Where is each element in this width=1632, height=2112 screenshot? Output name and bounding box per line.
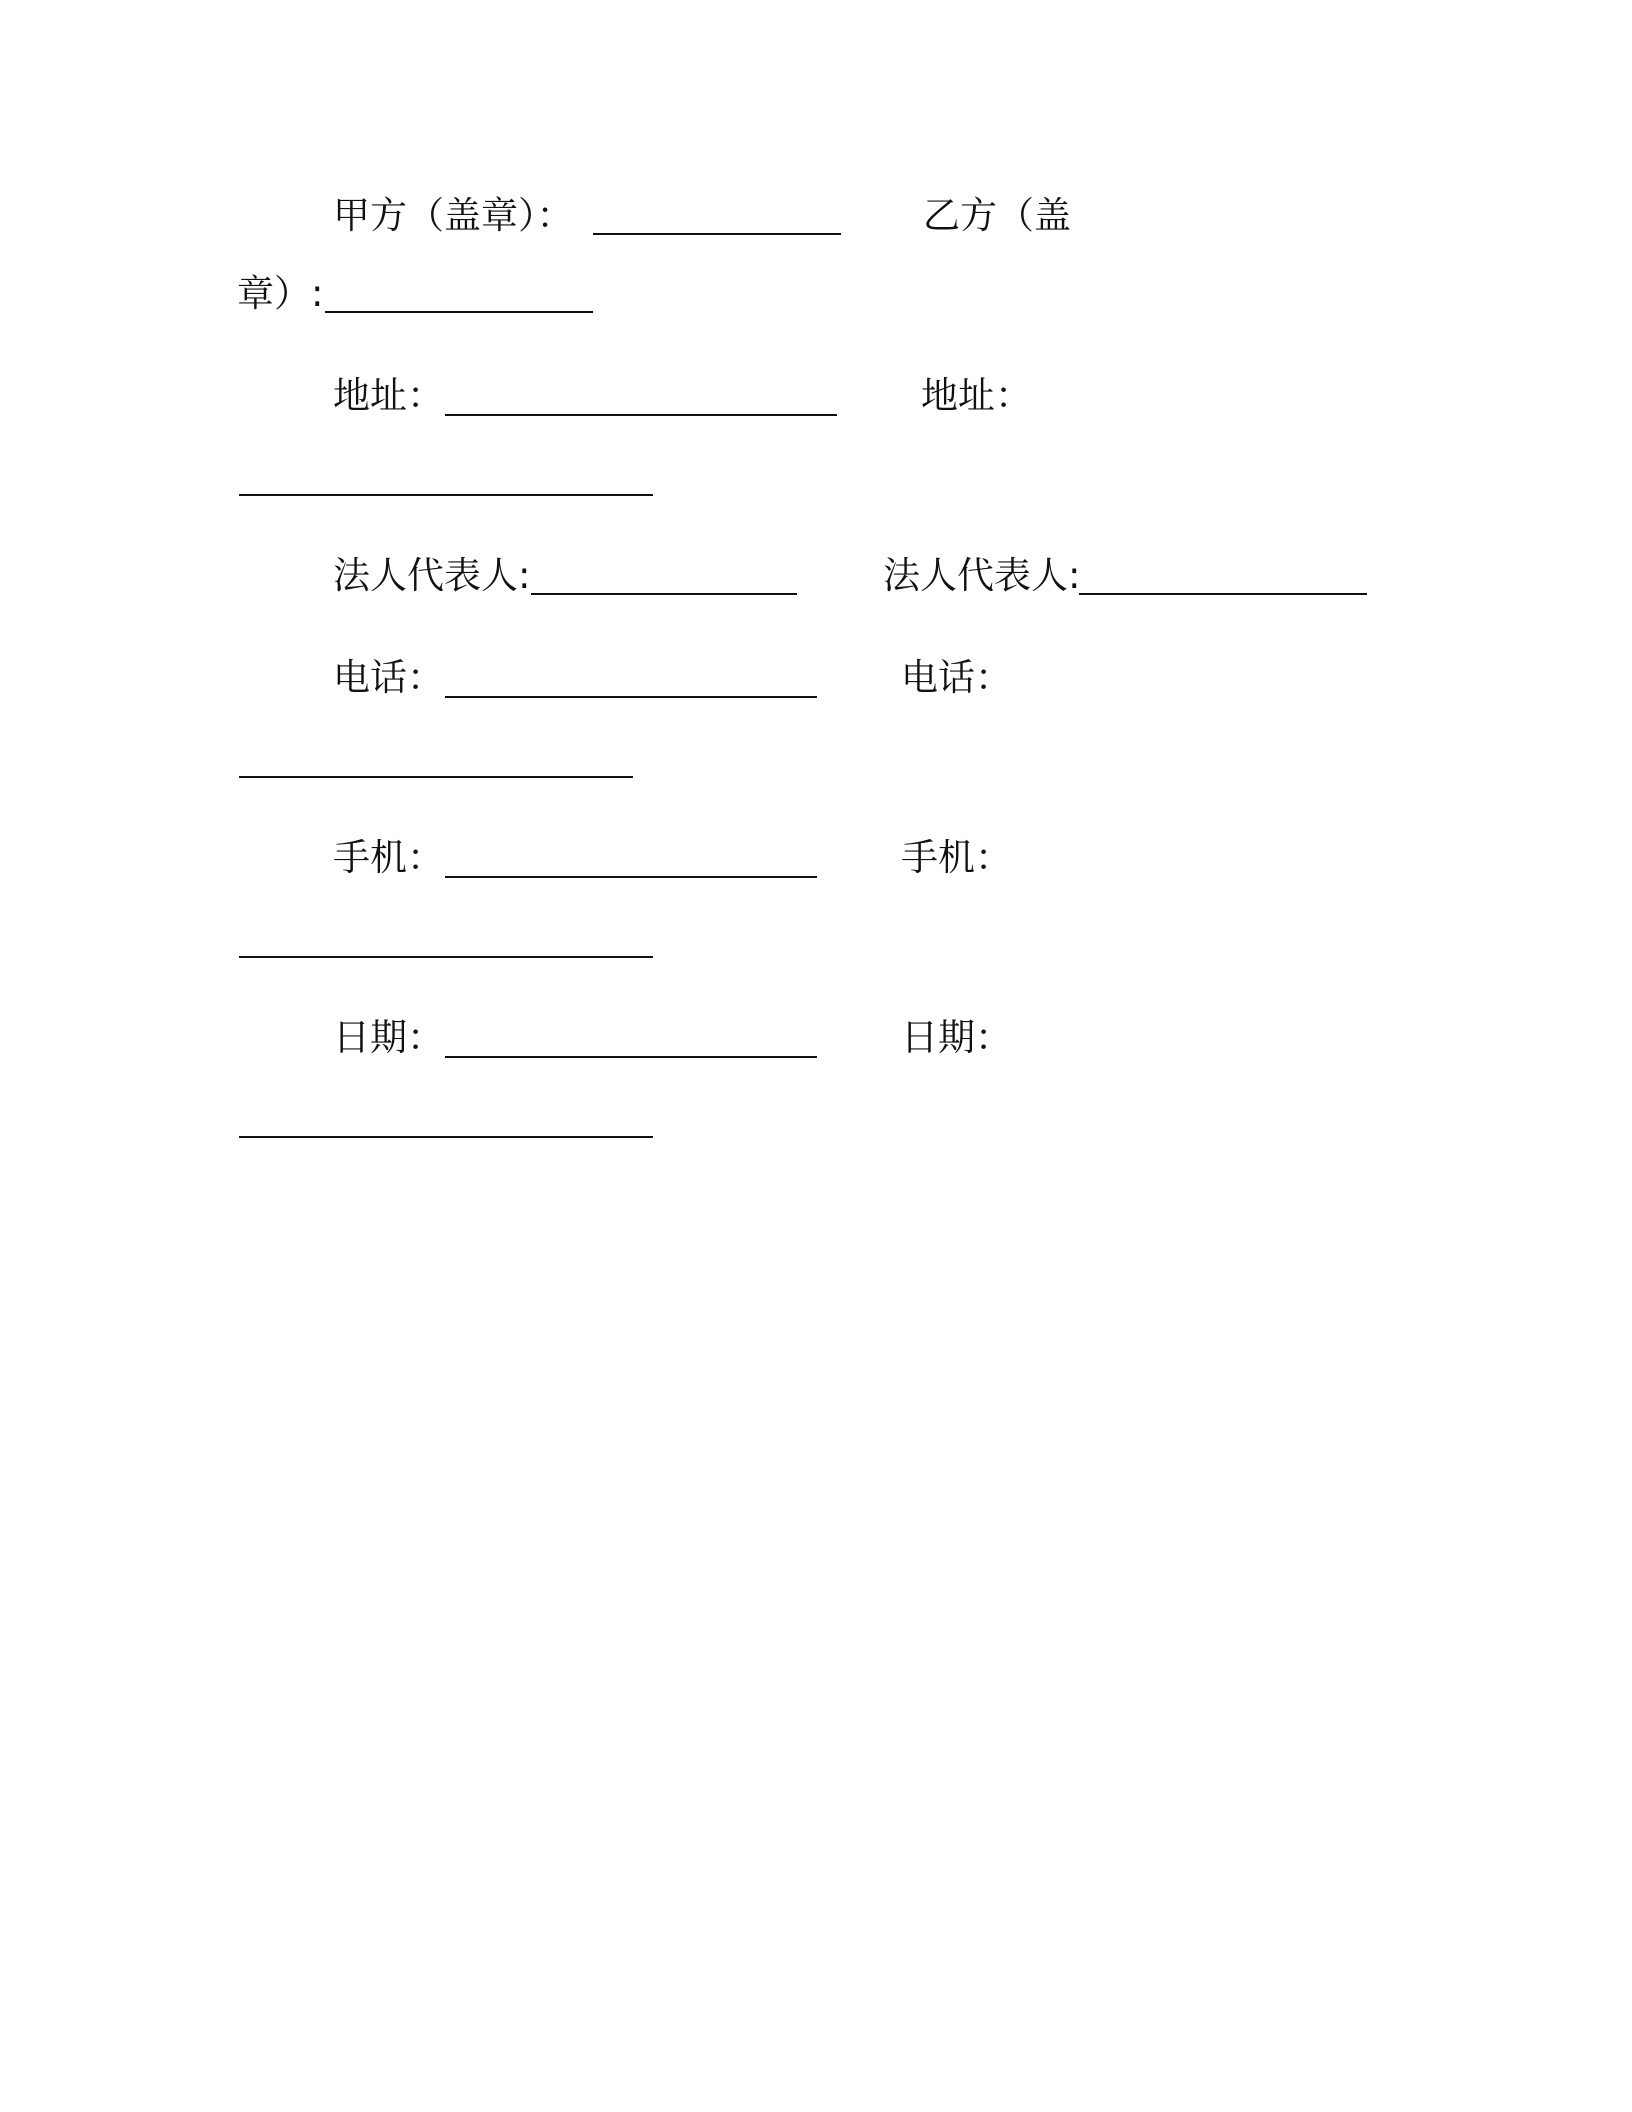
party-b-seal-blank[interactable]: [325, 311, 593, 313]
party-b-mobile-label: 手机：: [901, 836, 1012, 879]
party-b-date-label: 日期：: [901, 1016, 1012, 1059]
party-b-address-label: 地址：: [921, 374, 1032, 417]
party-a-legal-rep-blank[interactable]: [531, 593, 797, 595]
party-b-seal-label-part1: 乙方（盖: [923, 194, 1071, 237]
party-b-address-blank[interactable]: [239, 494, 653, 496]
party-a-address-label: 地址：: [333, 374, 444, 417]
party-a-date-blank[interactable]: [445, 1056, 817, 1058]
party-a-phone-label: 电话：: [333, 656, 444, 699]
party-a-mobile-label: 手机：: [333, 836, 444, 879]
party-b-phone-label: 电话：: [901, 656, 1012, 699]
party-a-seal-label: 甲方（盖章）：: [333, 194, 574, 237]
party-a-mobile-blank[interactable]: [445, 876, 817, 878]
party-a-legal-rep-label: 法人代表人:: [333, 554, 531, 597]
party-a-address-blank[interactable]: [445, 414, 837, 416]
party-a-phone-blank[interactable]: [445, 696, 817, 698]
party-b-phone-blank[interactable]: [239, 776, 633, 778]
party-b-date-blank[interactable]: [239, 1136, 653, 1138]
party-b-mobile-blank[interactable]: [239, 956, 653, 958]
party-b-seal-label-part2: 章）:: [237, 272, 324, 315]
party-b-legal-rep-blank[interactable]: [1079, 593, 1367, 595]
party-a-date-label: 日期：: [333, 1016, 444, 1059]
party-b-legal-rep-label: 法人代表人:: [883, 554, 1081, 597]
party-a-seal-blank[interactable]: [593, 233, 841, 235]
